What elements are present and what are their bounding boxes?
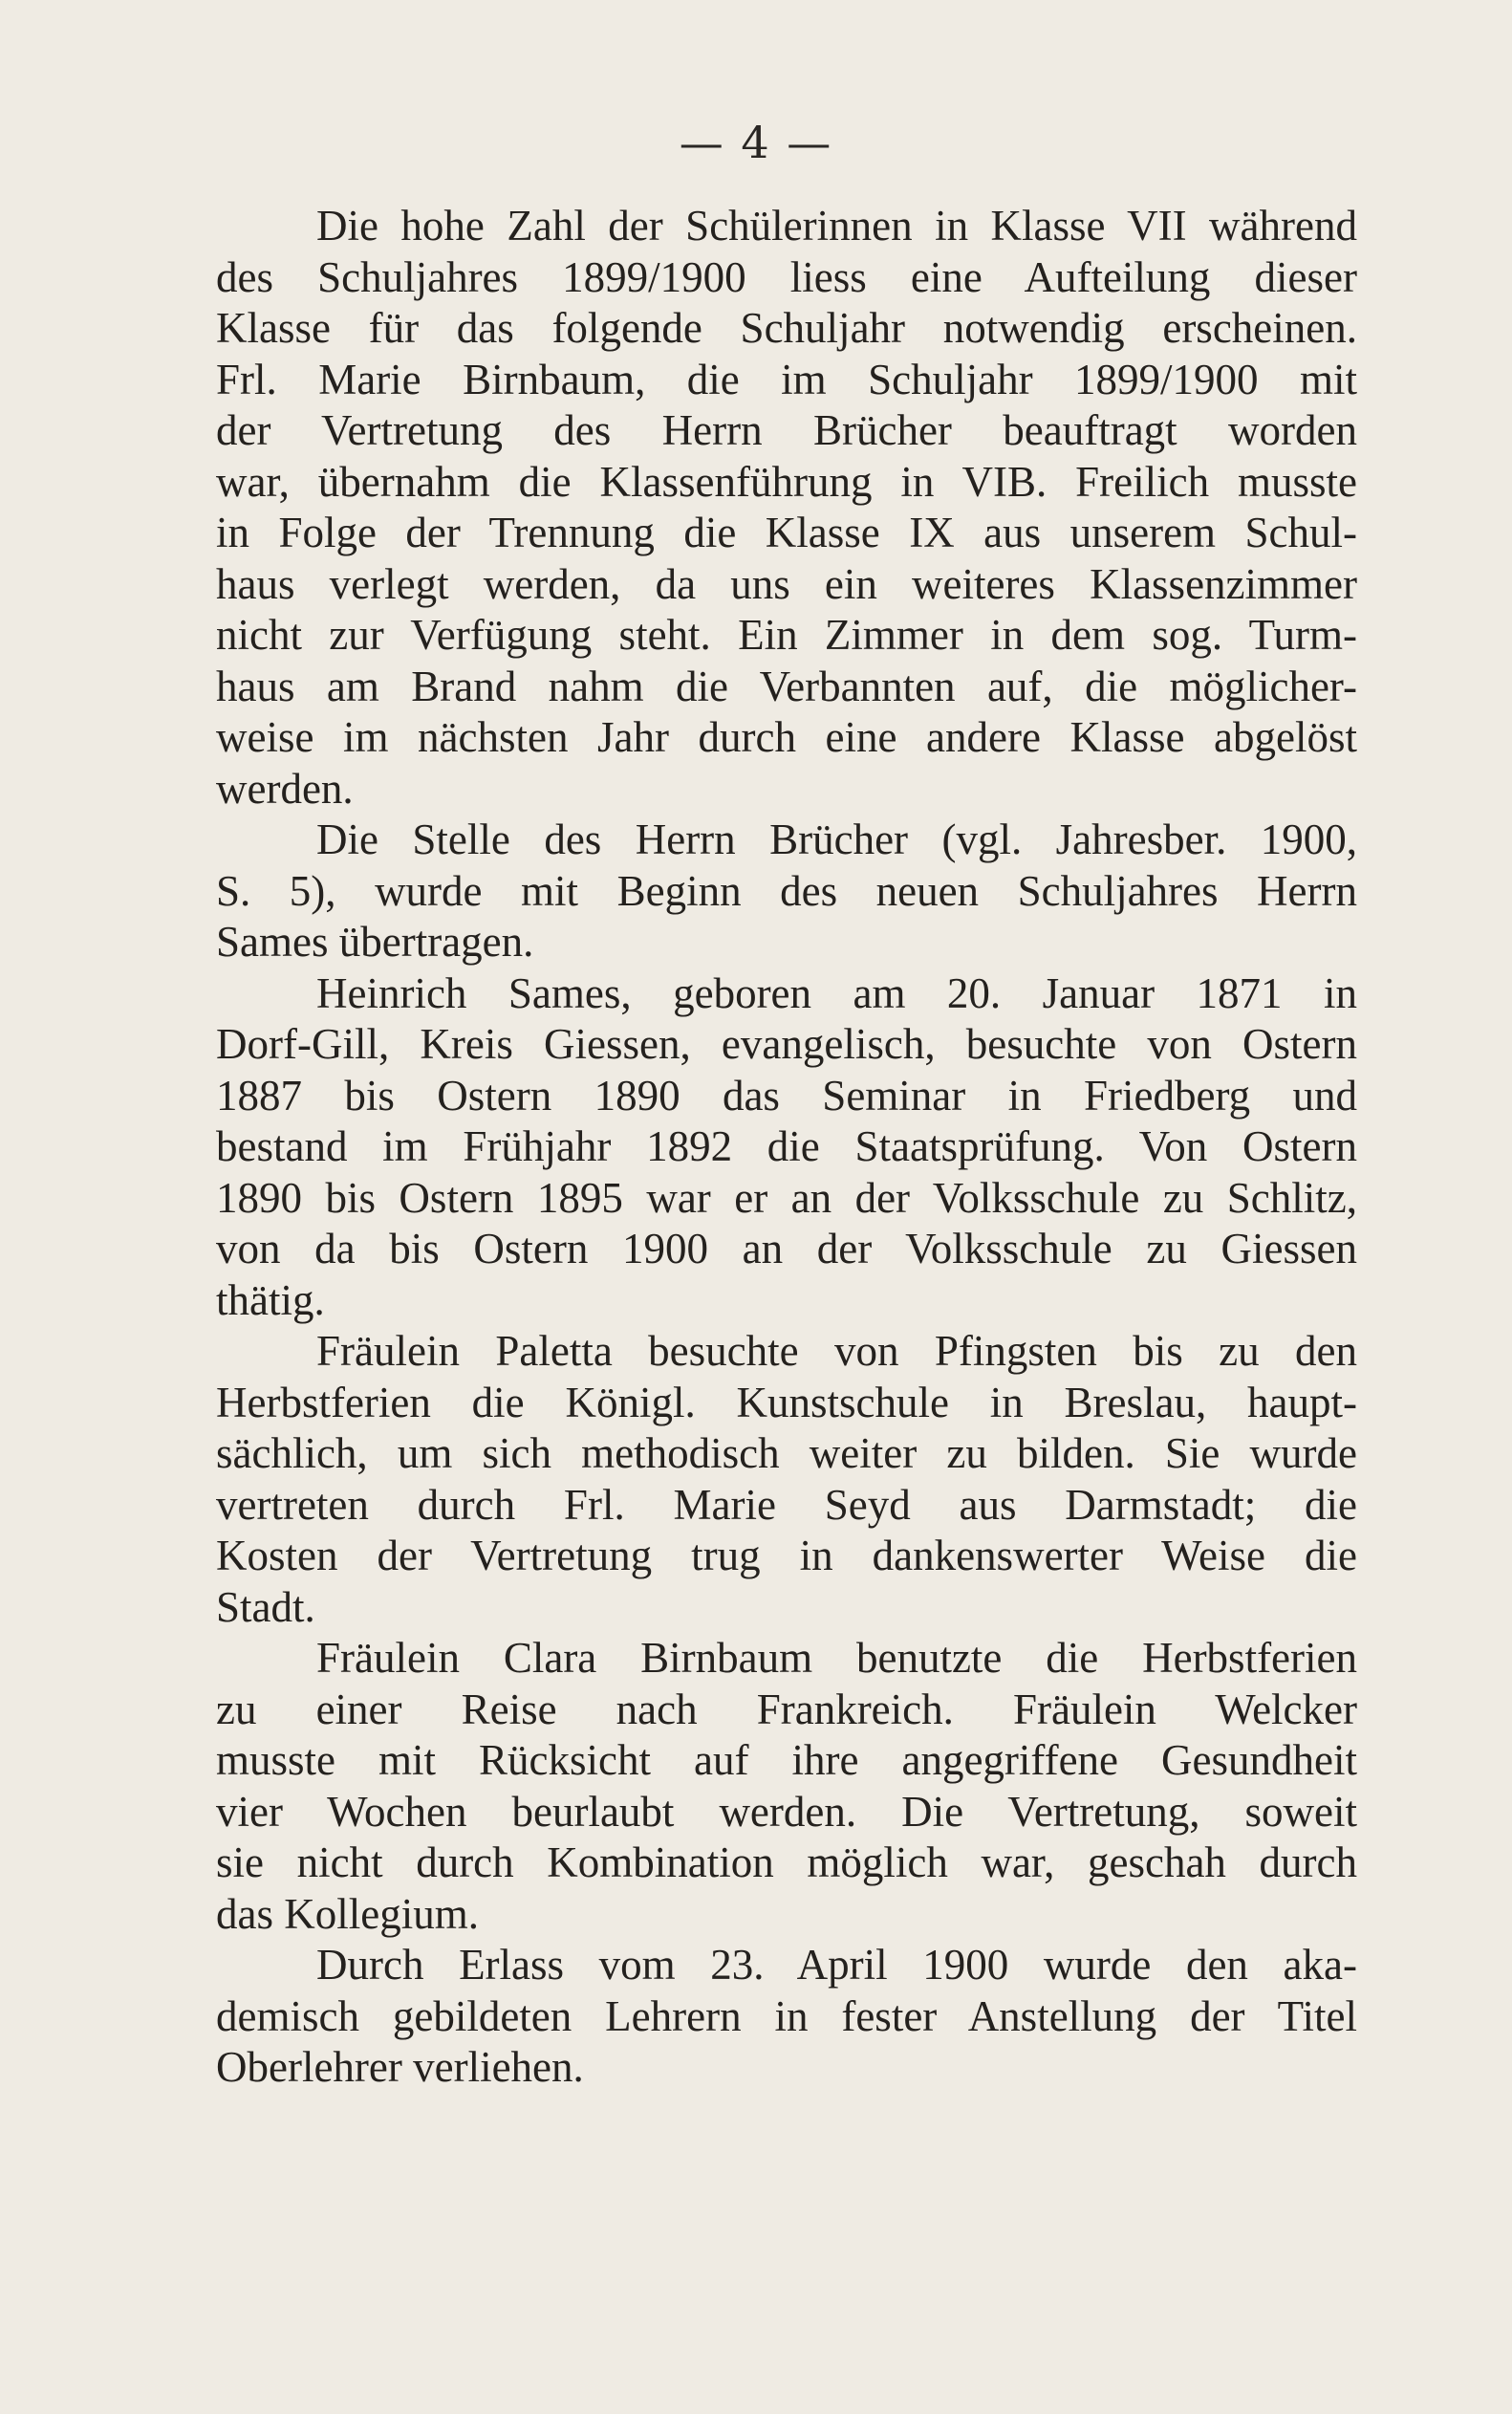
paragraph-class-vii [216, 201, 1357, 815]
text-line: das Kollegium. [216, 1889, 479, 1938]
text-line: Frl. Marie Birnbaum, die im Schuljahr 1899/1900 mit [216, 355, 1357, 403]
text-line: Stadt. [216, 1582, 315, 1631]
text-line: Kosten der Vertretung trug in dankenswerter Weise die [216, 1532, 1357, 1579]
text-line: Sames übertragen. [216, 918, 534, 966]
text-line: demisch gebildeten Lehrern in fester Anstellung der Titel [216, 1991, 1357, 2040]
text-line: vertreten durch Frl. Marie Seyd aus Darmstadt; die [216, 1480, 1357, 1529]
text-line: bestand im Frühjahr 1892 die Staatsprüfung. Von Ostern [216, 1122, 1357, 1170]
text-line: zu einer Reise nach Frankreich. Fräulein Welcker [216, 1685, 1357, 1733]
text-line: sächlich, um sich methodisch weiter zu bilden. Sie wurde [216, 1429, 1357, 1477]
text-line: Die hohe Zahl der Schülerinnen in Klasse VII während [316, 202, 1357, 250]
text-line: Dorf-Gill, Kreis Giessen, evangelisch, besuchte von Ostern [216, 1020, 1357, 1068]
paragraph-erlass [216, 1940, 1357, 2094]
paragraph-clara-birnbaum [216, 1633, 1357, 1940]
text-line: Fräulein Clara Birnbaum benutzte die Herbstferien [316, 1634, 1357, 1682]
text-line: sie nicht durch Kombination möglich war, geschah durch [216, 1838, 1357, 1886]
text-line: vier Wochen beurlaubt werden. Die Vertretung, soweit [216, 1787, 1357, 1836]
text-line: Fräulein Paletta besuchte von Pfingsten bis zu den [316, 1327, 1357, 1375]
text-line: weise im nächsten Jahr durch eine andere Klasse abgelöst [216, 713, 1357, 761]
text-line: nicht zur Verfügung steht. Ein Zimmer in dem sog. Turm- [216, 611, 1357, 659]
paragraph-paletta [216, 1326, 1357, 1633]
text-line: Klasse für das folgende Schuljahr notwendig erscheinen. [216, 304, 1357, 352]
text-line: von da bis Ostern 1900 an der Volksschule zu Giessen [216, 1225, 1357, 1272]
text-line: thätig. [216, 1275, 325, 1324]
body-text [216, 201, 1357, 2094]
text-line: haus verlegt werden, da uns ein weiteres Klassenzimmer [216, 559, 1357, 608]
paragraph-heinrich-sames [216, 968, 1357, 1327]
text-line: der Vertretung des Herrn Brücher beauftragt worden [216, 406, 1357, 454]
text-line: des Schuljahres 1899/1900 liess eine Aufteilung dieser [216, 252, 1357, 301]
text-line: war, übernahm die Klassenführung in VIB. Freilich musste [216, 457, 1357, 506]
text-line: Oberlehrer verliehen. [216, 2043, 584, 2091]
text-line: werden. [216, 764, 354, 813]
text-line: haus am Brand nahm die Verbannten auf, die möglicher- [216, 662, 1357, 710]
text-line: Heinrich Sames, geboren am 20. Januar 1871 in [316, 968, 1357, 1017]
text-line: Die Stelle des Herrn Brücher (vgl. Jahresber. 1900, [316, 816, 1357, 863]
text-line: musste mit Rücksicht auf ihre angegriffene Gesundheit [216, 1736, 1357, 1784]
text-line: in Folge der Trennung die Klasse IX aus unserem Schul- [216, 509, 1357, 556]
text-line: S. 5), wurde mit Beginn des neuen Schuljahres Herrn [216, 866, 1357, 915]
text-line: 1887 bis Ostern 1890 das Seminar in Friedberg und [216, 1071, 1357, 1120]
paragraph-bruecher-position [216, 815, 1357, 968]
text-line: Durch Erlass vom 23. April 1900 wurde den aka- [316, 1941, 1357, 1989]
text-line: Herbstferien die Königl. Kunstschule in Breslau, haupt- [216, 1378, 1357, 1426]
page-number: — 4 — [679, 117, 833, 168]
text-line: 1890 bis Ostern 1895 war er an der Volksschule zu Schlitz, [216, 1173, 1357, 1222]
